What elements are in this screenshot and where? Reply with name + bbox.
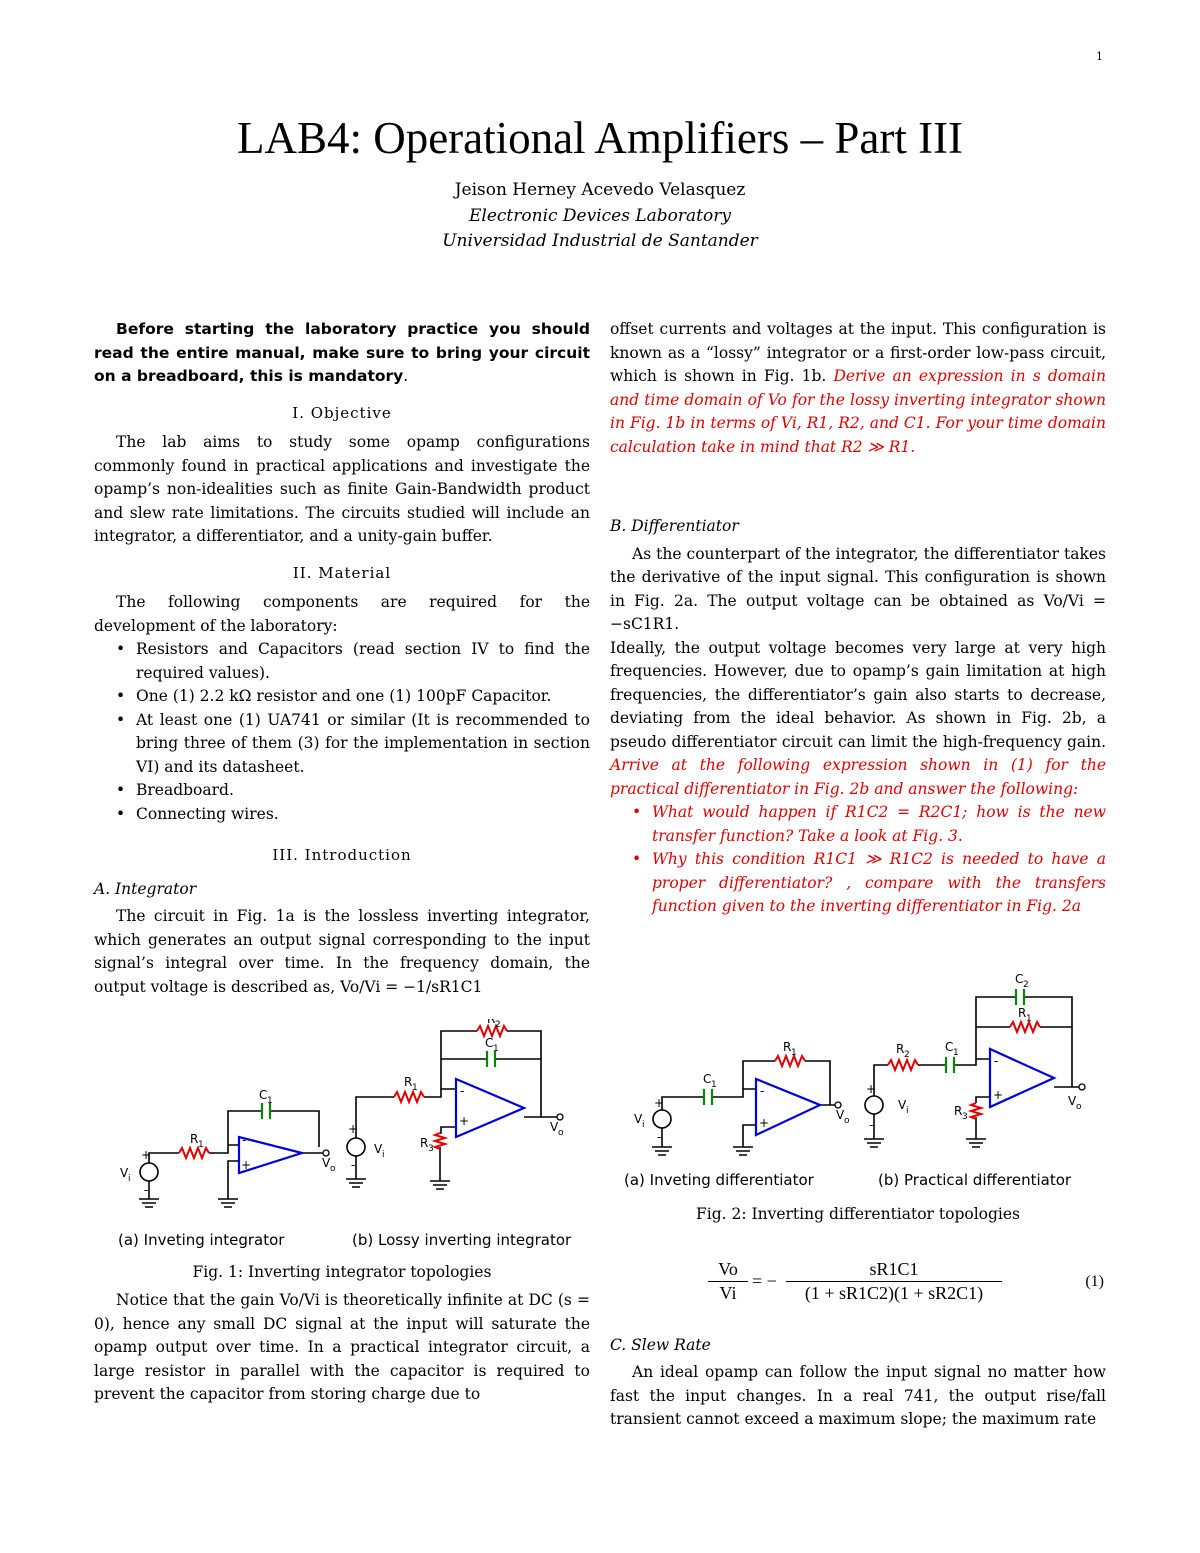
objective-paragraph: The lab aims to study some opamp configurations commonly found in practical applications and investigate the opamp’s non-idealities such as finite Gain-Bandwidth product and slew rate limitations. The circuits studied will include an integrator, a differentiator, and a unity-gain buffer.: [94, 433, 590, 545]
eq-rhs-numerator: sR1C1: [869, 1258, 919, 1279]
svg-text:R: R: [404, 1075, 413, 1089]
svg-text:-: -: [351, 1158, 356, 1172]
svg-text:1: 1: [1026, 1013, 1032, 1024]
figure-2a-caption: (a) Inveting differentiator: [624, 1170, 814, 1189]
eq-rhs-denominator: (1 + sR1C2)(1 + sR2C1): [804, 1283, 984, 1303]
figure-2b-caption: (b) Practical differentiator: [878, 1170, 1072, 1189]
svg-text:+: +: [759, 1115, 770, 1130]
svg-text:o: o: [330, 1164, 336, 1174]
svg-text:V: V: [374, 1142, 383, 1156]
figure-1-caption: Fig. 1: Inverting integrator topologies: [192, 1263, 492, 1281]
section-heading-material: II. Material: [292, 563, 392, 582]
eq-lhs-numerator: Vo: [718, 1258, 738, 1279]
material-intro: The following components are required for the development of the laboratory:: [94, 593, 590, 635]
svg-text:2: 2: [495, 1020, 501, 1030]
subsection-slew-rate: C. Slew Rate: [610, 1335, 711, 1354]
svg-text:-: -: [994, 1053, 999, 1068]
figure-2: [610, 947, 1106, 1232]
svg-text:1: 1: [412, 1083, 418, 1093]
svg-text:-: -: [657, 1129, 662, 1144]
integrator-circuits: [94, 1019, 590, 1239]
svg-text:-: -: [760, 1083, 765, 1098]
svg-text:o: o: [558, 1128, 564, 1138]
svg-text:+: +: [459, 1114, 470, 1128]
svg-text:+: +: [866, 1081, 877, 1096]
figure-2-caption: Fig. 2: Inverting differentiator topologies: [695, 1204, 1021, 1223]
svg-text:1: 1: [791, 1047, 797, 1058]
svg-text:-: -: [242, 1133, 247, 1147]
left-column: Before starting the laboratory practice you should read the entire manual, make sure to bring your circuit on a breadboard, this is mandatory. I. Objective The lab aims to study some opamp configurations commonly found in practical applications and investigate the opamp’s non-idealities such as finite Gain-Bandwidth product and slew rate limitations. The circuits studied will include an integrator, a differentiator, and a unity-gain buffer. II. Material The following components are required for the development of the laboratory: • Resistors and Capacitors (read section IV to find the required values). • One (1) 2.2 kΩ resistor and one (1) 100pF Capacitor. • At least one (1) UA741 or similar (It is recommended to bring three of them (3) for the implementation in section VI) and its datasheet. • Breadboard. • Connecting wires. III. Introduction A. Integrator The circuit in Fig. 1a is the lossless inverting integrator, which generates an output signal corresponding to the input signal’s integral over time. In the frequency domain, the output voltage is described as, Vo/Vi = −1/sR1C1 - + + - V i R 1 C 1 V o - + + - V i R 1 R 2 C 1 R 3 V o (a) Inveting integrator (b) Lossy inverting integrator Fig. 1: Inverting integrator topologies Notice that the gain Vo/Vi is theoretically infinite at DC (s = 0), hence any small DC signal at the input will saturate the opamp output over time. In a practical integrator circuit, a large resistor in parallel with the capacitor is required to prevent the capacitor from storing charge due to: [94, 318, 590, 1407]
svg-text:+: +: [241, 1158, 252, 1172]
list-item: • One (1) 2.2 kΩ resistor and one (1) 100pF Capacitor.: [136, 685, 590, 709]
svg-text:V: V: [550, 1120, 559, 1134]
affiliation-lab: Electronic Devices Laboratory: [469, 206, 731, 226]
eq-number: (1): [1085, 1272, 1104, 1290]
affiliation-university: Universidad Industrial de Santander: [442, 231, 758, 251]
svg-text:R: R: [420, 1136, 429, 1150]
svg-text:-: -: [460, 1084, 465, 1098]
list-item: • Why this condition R1C1 ≫ R1C2 is needed to have a proper differentiator? , compare with the transfers function given to the inverting differentiator in Fig. 2a: [652, 848, 1106, 919]
svg-text:R: R: [190, 1132, 199, 1146]
material-list: [94, 638, 590, 826]
list-item: • What would happen if R1C2 = R2C1; how is the new transfer function? Take a look at Fig. 3.: [652, 801, 1106, 848]
svg-text:V: V: [120, 1166, 129, 1180]
intro-notice: Before starting the laboratory practice you should read the entire manual, make sure to bring your circuit on a breadboard, this is mandatory: [94, 320, 590, 385]
svg-text:C: C: [1015, 971, 1024, 986]
page-number: 1: [1096, 50, 1103, 63]
svg-text:C: C: [703, 1071, 712, 1086]
svg-text:V: V: [836, 1107, 845, 1122]
slew-rate-paragraph: An ideal opamp can follow the input signal no matter how fast the input changes. In a real 741, the output rise/fall transient cannot exceed a maximum slope; the maximum rate: [610, 1363, 1106, 1428]
svg-text:C: C: [945, 1039, 954, 1054]
figure-1a-caption: (a) Inveting integrator: [118, 1231, 285, 1249]
integrator-paragraph: The circuit in Fig. 1a is the lossless inverting integrator, which generates an output signal corresponding to the input signal’s integral over time. In the frequency domain, the output voltage is described as, Vo/Vi = −1/sR1C1: [94, 907, 590, 996]
svg-text:o: o: [844, 1115, 850, 1126]
svg-text:3: 3: [428, 1144, 434, 1154]
svg-text:R: R: [487, 1019, 496, 1026]
svg-text:i: i: [642, 1119, 645, 1130]
differentiator-questions: [610, 801, 1106, 919]
svg-text:1: 1: [493, 1044, 499, 1054]
eq-equals-sign: = −: [752, 1270, 777, 1291]
differentiator-circuits: [610, 947, 1106, 1172]
figure-1: [94, 1019, 590, 1289]
differentiator-paragraph: As the counterpart of the integrator, the differentiator takes the derivative of the input signal. This configuration is shown in Fig. 2a. The output voltage can be obtained as Vo/Vi = −sC1R1.: [610, 544, 1106, 633]
svg-text:V: V: [898, 1097, 907, 1112]
svg-text:R: R: [1018, 1005, 1027, 1020]
subsection-integrator: A. Integrator: [94, 879, 197, 898]
list-item: • Connecting wires.: [136, 803, 590, 827]
svg-text:-: -: [144, 1183, 149, 1197]
svg-text:-: -: [869, 1117, 874, 1132]
svg-text:1: 1: [198, 1140, 204, 1150]
svg-text:+: +: [654, 1095, 665, 1110]
subsection-differentiator: B. Differentiator: [610, 517, 739, 535]
figure-1b-caption: (b) Lossy inverting integrator: [352, 1231, 572, 1249]
svg-text:V: V: [1068, 1093, 1077, 1108]
svg-text:2: 2: [1023, 979, 1029, 990]
lossy-integrator-text: offset currents and voltages at the input. This configuration is known as a “lossy” integrator or a first-order low-pass circuit, which is shown in Fig. 1b.: [610, 320, 1106, 385]
svg-text:+: +: [141, 1148, 152, 1162]
svg-text:i: i: [906, 1105, 909, 1116]
author-name: Jeison Herney Acevedo Velasquez: [454, 180, 746, 200]
svg-text:i: i: [128, 1174, 131, 1184]
section-heading-introduction: III. Introduction: [272, 846, 412, 864]
paper-title: LAB4: Operational Amplifiers – Part III: [236, 113, 964, 163]
right-column: [610, 318, 1106, 1432]
svg-text:i: i: [382, 1150, 385, 1160]
svg-text:+: +: [993, 1087, 1004, 1102]
svg-text:C: C: [485, 1036, 494, 1050]
svg-text:V: V: [634, 1111, 643, 1126]
svg-text:1: 1: [953, 1047, 959, 1058]
equation-1: [610, 1246, 1106, 1324]
svg-text:V: V: [322, 1156, 331, 1170]
eq-lhs-denominator: Vi: [719, 1283, 737, 1303]
svg-text:2: 2: [904, 1049, 910, 1060]
svg-text:1: 1: [267, 1096, 273, 1106]
lossy-integrator-task: Derive an expression in s domain and time domain of Vo for the lossy inverting integrator shown in Fig. 1b in terms of Vi, R1, R2, and C1. For your time domain calculation take in mind that R2 ≫ R1.: [610, 367, 1106, 456]
svg-text:R: R: [783, 1039, 792, 1054]
list-item: • Resistors and Capacitors (read section IV to find the required values).: [136, 638, 590, 685]
list-item: • At least one (1) UA741 or similar (It is recommended to bring three of them (3) for the implementation in section VI) and its datasheet.: [136, 709, 590, 780]
svg-text:3: 3: [962, 1111, 968, 1122]
differentiator-task: Arrive at the following expression shown in (1) for the practical differentiator in Fig. 2b and answer the following:: [610, 756, 1106, 798]
section-heading-objective: I. Objective: [292, 403, 392, 422]
list-item: • Breadboard.: [136, 779, 590, 803]
svg-text:+: +: [348, 1122, 359, 1136]
integrator-paragraph-2: Notice that the gain Vo/Vi is theoretically infinite at DC (s = 0), hence any small DC signal at the input will saturate the opamp output over time. In a practical integrator circuit, a large resistor in parallel with the capacitor is required to prevent the capacitor from storing charge due to: [94, 1291, 590, 1403]
svg-text:R: R: [954, 1103, 963, 1118]
svg-text:o: o: [1076, 1101, 1082, 1112]
svg-text:C: C: [259, 1088, 268, 1102]
svg-text:1: 1: [711, 1079, 717, 1090]
differentiator-text: Ideally, the output voltage becomes very large at very high frequencies. However, due to opamp’s gain limitation at high frequencies, the differentiator’s gain also starts to decrease, deviating from the ideal behavior. As shown in Fig. 2b, a pseudo differentiator circuit can limit the high-frequency gain.: [610, 638, 1106, 751]
svg-text:R: R: [896, 1041, 905, 1056]
